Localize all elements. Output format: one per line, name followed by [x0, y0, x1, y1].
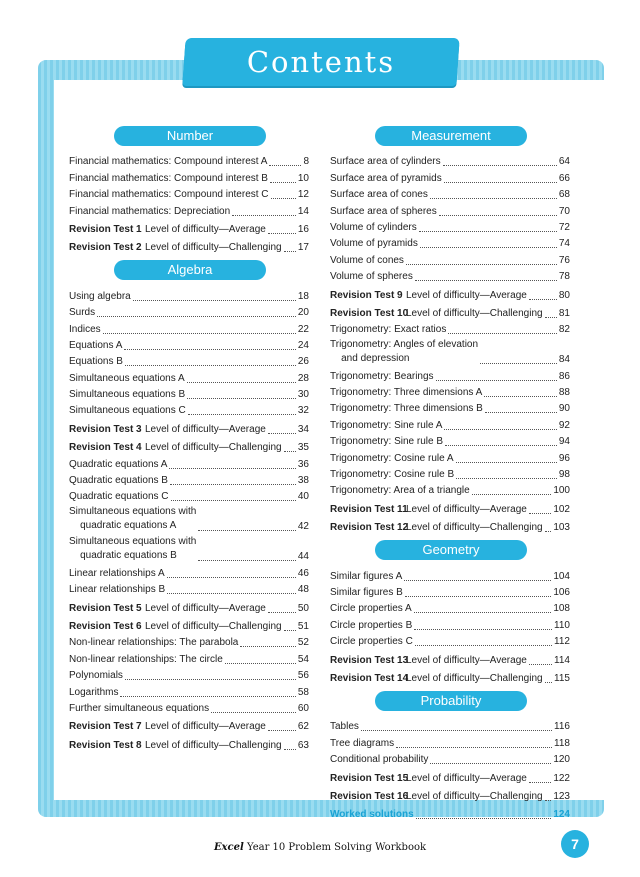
- entry-page-number: 51: [297, 620, 309, 632]
- dot-leader: [198, 560, 296, 561]
- contents-entry[interactable]: [330, 201, 570, 217]
- entry-page-number: 42: [297, 521, 309, 533]
- dot-leader: [485, 412, 557, 413]
- entry-title: Trigonometry: Bearings: [330, 370, 434, 382]
- entry-title: Level of difficulty—Challenging: [406, 672, 543, 684]
- dot-leader: [268, 233, 296, 234]
- entry-page-number: 72: [558, 221, 570, 233]
- entry-page-number: 14: [297, 205, 309, 217]
- entry-title: Volume of cylinders: [330, 221, 417, 233]
- entry-title: Level of difficulty—Average: [145, 602, 266, 614]
- entry-title: Polynomials: [69, 670, 123, 682]
- entry-page-number: 106: [553, 586, 570, 598]
- entry-title: Non-linear relationships: The circle: [69, 653, 223, 665]
- contents-entry[interactable]: [330, 615, 570, 631]
- contents-entry[interactable]: [330, 432, 570, 448]
- entry-page-number: 34: [297, 423, 309, 435]
- dot-leader: [124, 349, 296, 350]
- revision-test-entry[interactable]: [330, 768, 570, 784]
- dot-leader: [545, 800, 552, 801]
- entry-page-number: 112: [554, 636, 570, 648]
- revision-test-label: Revision Test 15: [330, 772, 409, 784]
- entry-title: Volume of spheres: [330, 271, 413, 283]
- entry-title: Trigonometry: Sine rule A: [330, 419, 443, 431]
- revision-test-entry[interactable]: [69, 220, 309, 236]
- dot-leader: [133, 300, 296, 301]
- entry-page-number: 24: [297, 339, 309, 351]
- entry-title: Level of difficulty—Average: [406, 772, 527, 784]
- contents-entry[interactable]: [69, 682, 309, 698]
- entry-page-number: 38: [297, 475, 309, 487]
- dot-leader: [284, 630, 296, 631]
- dot-leader: [284, 451, 296, 452]
- entry-page-number: 48: [297, 584, 309, 596]
- entry-title: Further simultaneous equations: [69, 702, 210, 714]
- contents-entry[interactable]: [69, 368, 309, 384]
- entry-title: Surds: [69, 307, 96, 319]
- contents-entry[interactable]: [69, 336, 309, 352]
- contents-entry[interactable]: [330, 250, 570, 266]
- entry-page-number: 122: [553, 772, 570, 784]
- entry-title: Financial mathematics: Compound interest B: [69, 172, 268, 184]
- entry-title: Trigonometry: Sine rule B: [330, 436, 444, 448]
- entry-title: Surface area of cylinders: [330, 156, 441, 168]
- entry-page-number: 123: [553, 790, 570, 802]
- dot-leader: [268, 612, 296, 613]
- dot-leader: [430, 198, 557, 199]
- revision-test-entry[interactable]: [69, 598, 309, 614]
- contents-entry[interactable]: [69, 352, 309, 368]
- worked-solutions-entry[interactable]: [330, 805, 570, 821]
- dot-leader: [406, 264, 557, 265]
- entry-page-number: 70: [558, 205, 570, 217]
- dot-leader: [396, 747, 552, 748]
- entry-page-number: 110: [554, 619, 570, 631]
- entry-title: Tree diagrams: [330, 737, 395, 749]
- revision-test-label: Revision Test 6: [69, 620, 142, 632]
- revision-test-entry[interactable]: [330, 518, 570, 534]
- dot-leader: [445, 445, 557, 446]
- entry-title: Simultaneous equations with quadratic equations B: [69, 536, 197, 562]
- entry-page-number: 118: [554, 737, 570, 749]
- revision-test-entry[interactable]: [69, 717, 309, 733]
- revision-test-label: Revision Test 8: [69, 739, 142, 751]
- revision-test-label: Revision Test 13: [330, 654, 409, 666]
- entry-title: Surface area of spheres: [330, 205, 437, 217]
- entry-page-number: 68: [558, 189, 570, 201]
- revision-test-label: Revision Test 12: [330, 522, 409, 534]
- entry-title: Indices: [69, 323, 101, 335]
- entry-title: Non-linear relationships: The parabola: [69, 637, 239, 649]
- entry-page-number: 84: [558, 354, 570, 366]
- entry-page-number: 94: [558, 436, 570, 448]
- contents-entry[interactable]: [330, 632, 570, 648]
- footer-book-title: Year 10 Problem Solving Workbook: [243, 842, 427, 853]
- entry-title: Level of difficulty—Challenging: [145, 442, 282, 454]
- contents-entry[interactable]: [69, 633, 309, 649]
- revision-test-label: Revision Test 5: [69, 602, 142, 614]
- revision-test-label: Revision Test 1: [69, 223, 142, 235]
- entry-title: Level of difficulty—Challenging: [145, 739, 282, 751]
- contents-entry[interactable]: [330, 168, 570, 184]
- dot-leader: [404, 580, 551, 581]
- entry-title: Level of difficulty—Challenging: [145, 620, 282, 632]
- dot-leader: [415, 645, 552, 646]
- revision-test-label: Revision Test 7: [69, 721, 142, 733]
- entry-title: Quadratic equations B: [69, 475, 168, 487]
- revision-test-entry[interactable]: [330, 285, 570, 301]
- entry-title: Tables: [330, 721, 359, 733]
- dot-leader: [125, 365, 296, 366]
- entry-title: Circle properties A: [330, 603, 412, 615]
- contents-entry[interactable]: [330, 465, 570, 481]
- revision-test-entry[interactable]: [330, 499, 570, 515]
- dot-leader: [169, 468, 295, 469]
- entry-page-number: 102: [553, 503, 570, 515]
- dot-leader: [444, 182, 557, 183]
- entry-page-number: 81: [558, 307, 570, 319]
- revision-test-entry[interactable]: [330, 787, 570, 803]
- entry-title: Equations B: [69, 356, 123, 368]
- dot-leader: [167, 593, 296, 594]
- entry-title: Circle properties B: [330, 619, 413, 631]
- dot-leader: [448, 333, 557, 334]
- dot-leader: [232, 215, 296, 216]
- entry-title: Using algebra: [69, 290, 131, 302]
- entry-page-number: 56: [297, 670, 309, 682]
- revision-test-label: Revision Test 3: [69, 423, 142, 435]
- entry-title: Level of difficulty—Average: [406, 289, 527, 301]
- contents-entry[interactable]: [69, 303, 309, 319]
- entry-page-number: 88: [558, 387, 570, 399]
- entry-title: Level of difficulty—Average: [406, 654, 527, 666]
- contents-entry[interactable]: [330, 481, 570, 497]
- entry-title: Volume of cones: [330, 254, 404, 266]
- entry-page-number: 8: [303, 156, 309, 168]
- entry-page-number: 50: [297, 602, 309, 614]
- entry-page-number: 64: [558, 156, 570, 168]
- contents-entry[interactable]: [69, 152, 309, 168]
- dot-leader: [419, 231, 557, 232]
- dot-leader: [269, 165, 301, 166]
- contents-entry[interactable]: [330, 152, 570, 168]
- contents-entry[interactable]: [330, 399, 570, 415]
- entry-title: Similar figures A: [330, 570, 403, 582]
- contents-entry[interactable]: [69, 471, 309, 487]
- dot-leader: [430, 763, 551, 764]
- entry-page-number: 114: [554, 654, 570, 666]
- contents-entry[interactable]: [69, 385, 309, 401]
- dot-leader: [443, 165, 557, 166]
- entry-title: Logarithms: [69, 686, 119, 698]
- contents-entry[interactable]: [69, 563, 309, 579]
- dot-leader: [414, 612, 552, 613]
- contents-entry[interactable]: [69, 319, 309, 335]
- dot-leader: [420, 247, 557, 248]
- dot-leader: [415, 280, 557, 281]
- revision-test-label: Revision Test 9: [330, 289, 403, 301]
- entry-page-number: 124: [553, 809, 570, 821]
- dot-leader: [529, 664, 552, 665]
- entry-title: Simultaneous equations C: [69, 405, 186, 417]
- entry-title: Quadratic equations C: [69, 491, 169, 503]
- entry-page-number: 28: [297, 372, 309, 384]
- dot-leader: [271, 198, 296, 199]
- entry-page-number: 63: [297, 739, 309, 751]
- revision-test-entry[interactable]: [69, 438, 309, 454]
- contents-entry[interactable]: [330, 750, 570, 766]
- entry-title: Trigonometry: Angles of elevation and depression: [330, 339, 479, 365]
- contents-entry[interactable]: [69, 185, 309, 201]
- entry-page-number: 30: [297, 389, 309, 401]
- contents-entry[interactable]: [69, 503, 309, 533]
- entry-title: Financial mathematics: Depreciation: [69, 205, 231, 217]
- entry-page-number: 20: [297, 307, 309, 319]
- dot-leader: [472, 494, 552, 495]
- dot-leader: [529, 299, 557, 300]
- dot-leader: [456, 462, 557, 463]
- dot-leader: [545, 531, 552, 532]
- dot-leader: [480, 363, 557, 364]
- dot-leader: [545, 317, 557, 318]
- dot-leader: [414, 629, 552, 630]
- entry-title: Worked solutions: [330, 809, 414, 821]
- contents-entry[interactable]: [330, 234, 570, 250]
- entry-page-number: 103: [553, 522, 570, 534]
- entry-title: Simultaneous equations with quadratic equations A: [69, 506, 197, 532]
- entry-page-number: 98: [558, 469, 570, 481]
- dot-leader: [211, 712, 296, 713]
- contents-entry[interactable]: [69, 201, 309, 217]
- section-heading: Measurement: [375, 126, 527, 146]
- entry-page-number: 82: [558, 324, 570, 336]
- contents-entry[interactable]: [330, 599, 570, 615]
- entry-page-number: 96: [558, 452, 570, 464]
- dot-leader: [103, 333, 296, 334]
- dot-leader: [529, 513, 552, 514]
- contents-entry[interactable]: [330, 583, 570, 599]
- entry-title: Level of difficulty—Challenging: [406, 522, 543, 534]
- dot-leader: [416, 818, 552, 819]
- contents-entry[interactable]: [69, 454, 309, 470]
- dot-leader: [284, 251, 296, 252]
- entry-title: Surface area of cones: [330, 189, 428, 201]
- entry-title: Conditional probability: [330, 754, 429, 766]
- entry-title: Level of difficulty—Average: [145, 721, 266, 733]
- dot-leader: [97, 316, 296, 317]
- contents-entry[interactable]: [330, 267, 570, 283]
- revision-test-label: Revision Test 2: [69, 242, 142, 254]
- entry-page-number: 22: [297, 323, 309, 335]
- entry-title: Financial mathematics: Compound interest A: [69, 156, 268, 168]
- revision-test-label: Revision Test 14: [330, 672, 409, 684]
- dot-leader: [187, 398, 296, 399]
- entry-page-number: 66: [558, 172, 570, 184]
- entry-page-number: 86: [558, 370, 570, 382]
- entry-page-number: 116: [554, 721, 570, 733]
- contents-entry[interactable]: [330, 336, 570, 366]
- entry-page-number: 18: [297, 290, 309, 302]
- contents-entry[interactable]: [330, 733, 570, 749]
- section-heading: Probability: [375, 691, 527, 711]
- dot-leader: [120, 696, 295, 697]
- entry-title: Financial mathematics: Compound interest C: [69, 189, 269, 201]
- entry-title: Level of difficulty—Average: [145, 223, 266, 235]
- entry-page-number: 100: [553, 485, 570, 497]
- revision-test-entry[interactable]: [69, 419, 309, 435]
- entry-title: Level of difficulty—Average: [145, 423, 266, 435]
- revision-test-entry[interactable]: [69, 617, 309, 633]
- dot-leader: [361, 730, 552, 731]
- entry-page-number: 78: [558, 271, 570, 283]
- entry-page-number: 35: [297, 442, 309, 454]
- entry-page-number: 92: [558, 419, 570, 431]
- entry-title: Trigonometry: Exact ratios: [330, 324, 447, 336]
- dot-leader: [484, 396, 557, 397]
- entry-page-number: 60: [297, 702, 309, 714]
- contents-entry[interactable]: [330, 448, 570, 464]
- contents-entry[interactable]: [69, 168, 309, 184]
- entry-title: Trigonometry: Cosine rule B: [330, 469, 455, 481]
- entry-page-number: 10: [297, 172, 309, 184]
- entry-title: Trigonometry: Three dimensions B: [330, 403, 483, 415]
- entry-title: Volume of pyramids: [330, 238, 418, 250]
- entry-page-number: 120: [553, 754, 570, 766]
- contents-entry[interactable]: [330, 218, 570, 234]
- entry-page-number: 32: [297, 405, 309, 417]
- contents-entry[interactable]: [330, 383, 570, 399]
- dot-leader: [444, 429, 556, 430]
- contents-entry[interactable]: [69, 580, 309, 596]
- dot-leader: [268, 730, 296, 731]
- revision-test-label: Revision Test 4: [69, 442, 142, 454]
- entry-title: Quadratic equations A: [69, 458, 168, 470]
- entry-page-number: 62: [297, 721, 309, 733]
- entry-page-number: 46: [297, 567, 309, 579]
- entry-page-number: 12: [297, 189, 309, 201]
- entry-title: Level of difficulty—Challenging: [406, 790, 543, 802]
- revision-test-entry[interactable]: [69, 238, 309, 254]
- contents-entry[interactable]: [330, 415, 570, 431]
- dot-leader: [225, 663, 296, 664]
- entry-page-number: 76: [558, 254, 570, 266]
- entry-page-number: 74: [558, 238, 570, 250]
- dot-leader: [456, 478, 557, 479]
- contents-entry[interactable]: [330, 566, 570, 582]
- contents-entry[interactable]: [69, 666, 309, 682]
- revision-test-entry[interactable]: [330, 669, 570, 685]
- entry-title: Linear relationships B: [69, 584, 166, 596]
- dot-leader: [545, 682, 552, 683]
- contents-entry[interactable]: [69, 649, 309, 665]
- entry-page-number: 40: [297, 491, 309, 503]
- section-heading: Algebra: [114, 260, 266, 280]
- entry-title: Simultaneous equations A: [69, 372, 185, 384]
- entry-title: Trigonometry: Cosine rule A: [330, 452, 454, 464]
- contents-entry[interactable]: [69, 286, 309, 302]
- entry-title: Surface area of pyramids: [330, 172, 442, 184]
- contents-entry[interactable]: [330, 366, 570, 382]
- dot-leader: [284, 749, 296, 750]
- dot-leader: [436, 380, 557, 381]
- entry-title: Level of difficulty—Challenging: [145, 242, 282, 254]
- section-heading: Number: [114, 126, 266, 146]
- section-heading: Geometry: [375, 540, 527, 560]
- contents-column-left: [69, 126, 309, 752]
- entry-page-number: 44: [297, 551, 309, 563]
- dot-leader: [439, 215, 557, 216]
- dot-leader: [405, 596, 552, 597]
- dot-leader: [125, 679, 296, 680]
- revision-test-entry[interactable]: [330, 650, 570, 666]
- entry-page-number: 16: [297, 223, 309, 235]
- revision-test-label: Revision Test 10: [330, 307, 409, 319]
- dot-leader: [167, 577, 296, 578]
- dot-leader: [171, 500, 296, 501]
- contents-entry[interactable]: [330, 185, 570, 201]
- entry-title: Level of difficulty—Average: [406, 503, 527, 515]
- contents-entry[interactable]: [69, 487, 309, 503]
- entry-page-number: 115: [554, 672, 570, 684]
- footer: [0, 842, 640, 853]
- dot-leader: [198, 530, 296, 531]
- dot-leader: [240, 646, 296, 647]
- entry-page-number: 26: [297, 356, 309, 368]
- contents-entry[interactable]: [330, 320, 570, 336]
- entry-title: Linear relationships A: [69, 567, 165, 579]
- entry-title: Trigonometry: Area of a triangle: [330, 485, 470, 497]
- entry-page-number: 36: [297, 458, 309, 470]
- footer-book-name: Excel: [213, 842, 244, 853]
- contents-entry[interactable]: [69, 699, 309, 715]
- contents-column-right: [330, 126, 570, 821]
- revision-test-label: Revision Test 16: [330, 790, 409, 802]
- entry-page-number: 104: [553, 570, 570, 582]
- revision-test-entry[interactable]: [69, 735, 309, 751]
- entry-title: Similar figures B: [330, 586, 403, 598]
- entry-title: Trigonometry: Three dimensions A: [330, 387, 483, 399]
- entry-title: Simultaneous equations B: [69, 389, 186, 401]
- dot-leader: [270, 182, 296, 183]
- page-title: Contents: [246, 45, 396, 79]
- entry-page-number: 90: [558, 403, 570, 415]
- dot-leader: [187, 382, 296, 383]
- entry-page-number: 52: [297, 637, 309, 649]
- page-number-badge: 7: [561, 830, 589, 858]
- revision-test-label: Revision Test 11: [330, 503, 408, 515]
- entry-title: Level of difficulty—Challenging: [406, 307, 543, 319]
- entry-page-number: 80: [558, 289, 570, 301]
- entry-title: Equations A: [69, 339, 123, 351]
- dot-leader: [529, 782, 552, 783]
- dot-leader: [188, 414, 296, 415]
- entry-page-number: 58: [297, 686, 309, 698]
- entry-page-number: 17: [297, 242, 309, 254]
- entry-page-number: 108: [553, 603, 570, 615]
- contents-entry[interactable]: [330, 717, 570, 733]
- dot-leader: [170, 484, 296, 485]
- entry-page-number: 54: [297, 653, 309, 665]
- contents-entry[interactable]: [69, 401, 309, 417]
- dot-leader: [268, 433, 296, 434]
- contents-entry[interactable]: [69, 533, 309, 563]
- revision-test-entry[interactable]: [330, 304, 570, 320]
- entry-title: Circle properties C: [330, 636, 413, 648]
